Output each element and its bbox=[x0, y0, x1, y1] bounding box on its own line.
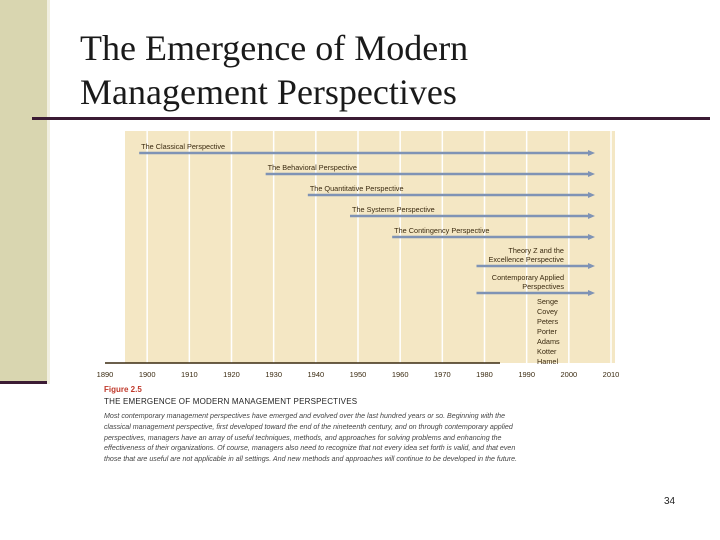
contributor-name: Kotter bbox=[537, 347, 557, 356]
x-tick-label: 1930 bbox=[265, 370, 283, 379]
figure-description-line: perspectives, managers have an array of useful techniques, methods, and approaches for solving problems and enhancing the bbox=[104, 433, 502, 442]
perspective-label: Perspectives bbox=[522, 282, 564, 291]
perspective-label: The Quantitative Perspective bbox=[309, 184, 404, 193]
perspective-label: The Classical Perspective bbox=[141, 142, 226, 151]
perspective-label: The Systems Perspective bbox=[352, 205, 435, 214]
slide-title bbox=[80, 26, 468, 114]
x-tick-label: 1920 bbox=[223, 370, 240, 379]
x-tick-label: 1950 bbox=[349, 370, 367, 379]
x-tick-label: 1970 bbox=[433, 370, 451, 379]
x-tick-label: 1890 bbox=[96, 370, 114, 379]
x-tick-label: 1900 bbox=[138, 370, 156, 379]
decorative-side-bar-edge bbox=[47, 0, 50, 384]
x-tick-label: 1960 bbox=[391, 370, 409, 379]
perspective-label: Contemporary Applied bbox=[491, 273, 564, 282]
slide-title-line-1: The Emergence of Modern bbox=[80, 28, 469, 68]
title-underline bbox=[32, 117, 710, 120]
x-tick-label: 2010 bbox=[602, 370, 620, 379]
perspective-label: Theory Z and the bbox=[508, 246, 564, 255]
contributor-name: Porter bbox=[537, 327, 557, 336]
figure-description bbox=[104, 411, 624, 465]
figure-description-line: those that are useful are not applicable in all settings. And new methods and approaches will continue to be developed in the future. bbox=[104, 455, 518, 464]
contributor-name: Peters bbox=[537, 317, 559, 326]
contributor-name: Senge bbox=[537, 297, 559, 306]
timeline-chart bbox=[89, 127, 632, 379]
figure-title: THE EMERGENCE OF MODERN MANAGEMENT PERSPECTIVES bbox=[104, 397, 358, 406]
decorative-side-bar bbox=[0, 0, 47, 384]
perspective-label: The Behavioral Perspective bbox=[267, 163, 357, 172]
x-tick-label: 2000 bbox=[560, 370, 578, 379]
x-tick-label: 1940 bbox=[307, 370, 325, 379]
perspective-label: Excellence Perspective bbox=[488, 255, 564, 264]
x-tick-label: 1910 bbox=[180, 370, 198, 379]
side-bar-underline bbox=[0, 381, 47, 384]
x-tick-label: 1990 bbox=[518, 370, 536, 379]
contributor-name: Hamel bbox=[537, 357, 559, 366]
contributor-name: Adams bbox=[537, 337, 560, 346]
figure-image bbox=[89, 127, 632, 481]
x-tick-label: 1980 bbox=[476, 370, 493, 379]
figure-caption bbox=[104, 385, 624, 465]
slide-title-line-2: Management Perspectives bbox=[80, 72, 457, 112]
figure-description-line: classical management perspective, first developed toward the end of the nineteenth century, and on through contemporary applied bbox=[104, 422, 513, 431]
figure-description-line: Most contemporary management perspectives have emerged and evolved over the last hundred years or so. Beginning with the bbox=[104, 412, 506, 420]
page-number: 34 bbox=[664, 496, 676, 507]
figure-description-line: effectiveness of their organizations. Of course, managers also need to recognize that not every idea set forth is valid, and that even bbox=[104, 444, 516, 453]
perspective-label: The Contingency Perspective bbox=[394, 226, 490, 235]
contributor-name: Covey bbox=[537, 307, 558, 316]
figure-label: Figure 2.5 bbox=[104, 385, 142, 394]
